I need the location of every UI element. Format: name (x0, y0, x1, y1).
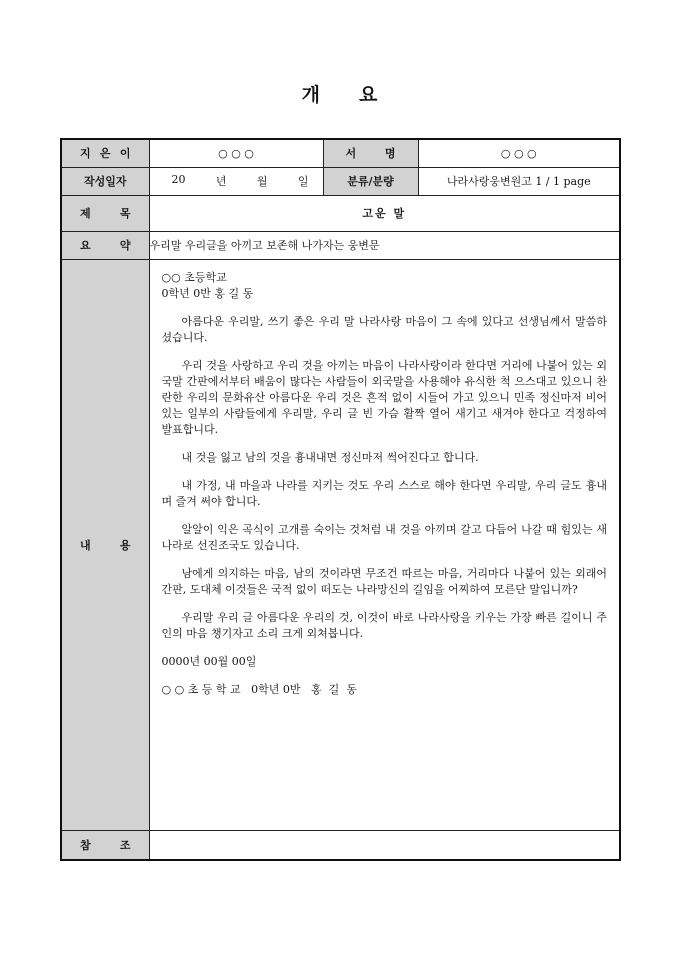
content-body (149, 259, 620, 830)
category-label: 분류/분량 (323, 167, 418, 195)
category-value: 나라사랑웅변원고 1 / 1 page (418, 167, 620, 195)
content-paragraph: 남에게 의지하는 마음, 남의 것이라면 무조건 따르는 마음, 거리마다 나붙어 있는 외래어 간판, 도대체 이것들은 국적 없이 떠도는 나라망신의 길임을 어찌하여 모른단 말입니까? (161, 566, 607, 596)
content-paragraph: 우리말 우리 글 아름다운 우리의 것, 이것이 바로 나라사랑을 키우는 가장 빠른 길이니 주인의 마음 챙기자고 소리 크게 외쳐봅니다. (161, 610, 607, 640)
date-value: 20 년 월 일 (149, 167, 323, 195)
content-student: 0학년 0반 홍 길 동 (161, 286, 254, 300)
content-signoff: ○ ○ 초 등 학 교 0학년 0반 홍 길 동 (161, 682, 357, 696)
reference-label: 참 조 (61, 830, 149, 860)
date-label: 작성일자 (61, 167, 149, 195)
content-school: ○○ 초등학교 (161, 270, 227, 284)
content-paragraph: 우리 것을 사랑하고 우리 것을 아끼는 마음이 나라사랑이라 한다면 거리에 나붙어 있는 외국말 간판에서부터 배움이 많다는 사람들이 외국말을 사용해야 유식한 척 으스대고 있으니 찬란한 우리의 문화유산 아름다운 우리 것은 흔적 없이 시들어 가고 있으니 민족 정신마저 비어 있는 일부의 사람들에게 우리말, 우리 글 빈 가슴 활짝 열어 새기고 새겨야 한다고 걱정하여 발표합니다. (161, 358, 607, 436)
content-date-line: 0000년 00월 00일 (161, 654, 257, 668)
summary-label: 요 약 (61, 231, 149, 259)
signature-value: ○ ○ ○ (418, 139, 620, 167)
content-label: 내 용 (61, 259, 149, 830)
subject-label: 제 목 (61, 195, 149, 231)
row-author (61, 139, 620, 167)
summary-value: 우리말 우리글을 아끼고 보존해 나가자는 웅변문 (149, 231, 620, 259)
title-part-1: 개 (301, 84, 321, 106)
title-part-2: 요 (359, 84, 379, 106)
content-paragraph: 아름다운 우리말, 쓰기 좋은 우리 말 나라사랑 마음이 그 속에 있다고 선생님께서 말씀하셨습니다. (161, 314, 607, 344)
row-date (61, 167, 620, 195)
content-paragraph: 알알이 익은 곡식이 고개를 숙이는 것처럼 내 것을 아끼며 갈고 다듬어 나갈 때 힘있는 새 나라로 선진조국도 있습니다. (161, 522, 607, 552)
row-reference (61, 830, 620, 860)
content-paragraph: 내 가정, 내 마을과 나라를 지키는 것도 우리 스스로 해야 한다면 우리말, 우리 글도 흉내며 즐겨 써야 합니다. (161, 478, 607, 508)
author-value: ○ ○ ○ (149, 139, 323, 167)
page-title (0, 80, 680, 107)
content-paragraph: 내 것을 잃고 남의 것을 흉내내면 정신마저 썩어진다고 합니다. (181, 450, 479, 464)
row-content (61, 259, 620, 830)
row-subject (61, 195, 620, 231)
overview-form (60, 138, 621, 861)
subject-value: 고운 말 (149, 195, 620, 231)
author-label: 지 은 이 (61, 139, 149, 167)
signature-label: 서 명 (323, 139, 418, 167)
row-summary (61, 231, 620, 259)
reference-value (149, 830, 620, 860)
